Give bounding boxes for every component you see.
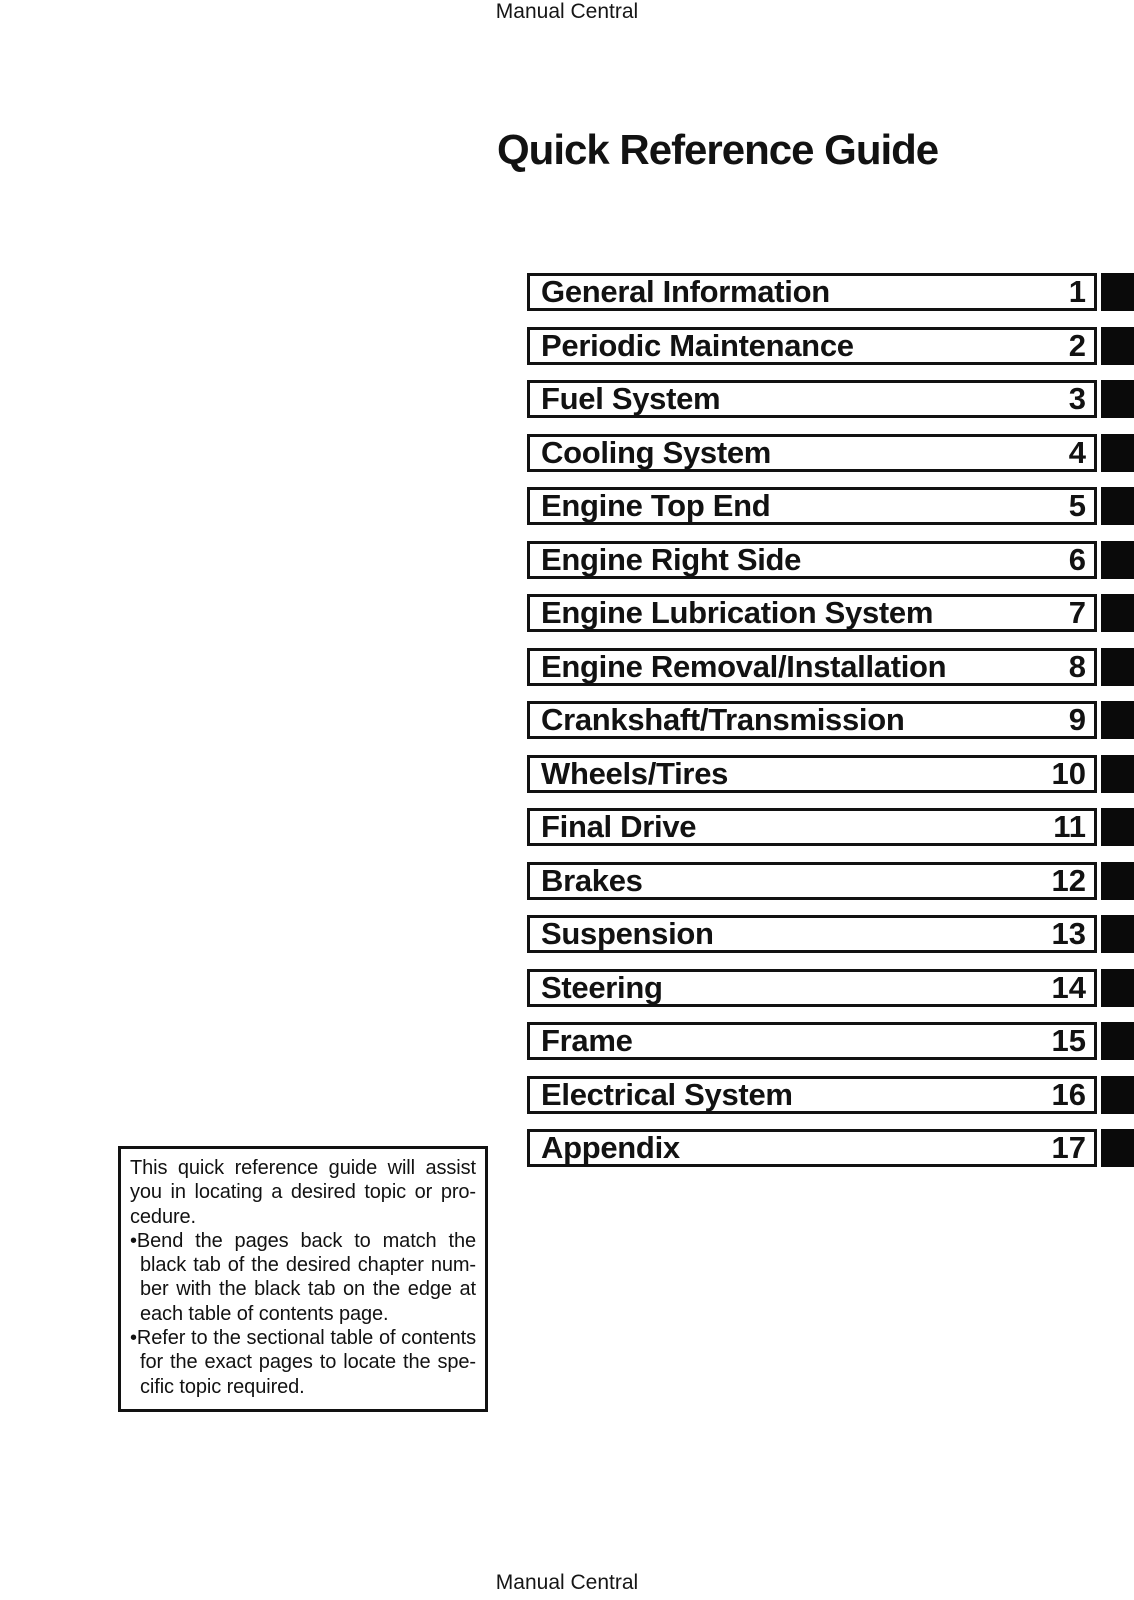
chapter-label: Frame [541, 1023, 633, 1058]
chapter-row [527, 1022, 1134, 1060]
chapter-box [527, 594, 1097, 632]
chapter-row [527, 648, 1134, 686]
chapter-box [527, 487, 1097, 525]
note-line: for the exact pages to locate the spe- [140, 1351, 476, 1374]
note-line: •Bend the pages back to match the [130, 1229, 476, 1252]
header-text: Manual Central [495, 0, 639, 23]
chapter-row [527, 915, 1134, 953]
chapter-label: Wheels/Tires [541, 755, 729, 791]
black-tab-marker [1101, 273, 1134, 311]
black-tab-marker [1101, 701, 1134, 739]
note-line: cific topic required. [140, 1375, 305, 1398]
chapter-label: Crankshaft/Transmission [541, 702, 905, 737]
note-line: black tab of the desired chapter num- [140, 1254, 476, 1277]
chapter-label: Periodic Maintenance [541, 327, 854, 363]
page-title: Quick Reference Guide [497, 126, 939, 173]
chapter-row [527, 327, 1134, 365]
chapter-box [527, 915, 1097, 953]
chapter-row [527, 1076, 1134, 1114]
black-tab-marker [1101, 915, 1134, 953]
chapter-number: 8 [1068, 648, 1086, 684]
note-box [118, 1146, 488, 1412]
black-tab-marker [1101, 594, 1134, 632]
chapter-box [527, 648, 1097, 686]
chapter-number: 7 [1068, 595, 1086, 630]
chapter-box [527, 1022, 1097, 1060]
black-tab-marker [1101, 327, 1134, 365]
chapter-row [527, 1129, 1134, 1167]
chapter-number: 3 [1068, 381, 1086, 416]
chapter-number: 10 [1051, 755, 1086, 791]
chapter-number: 12 [1051, 862, 1086, 898]
chapter-row [527, 594, 1134, 632]
chapter-box [527, 541, 1097, 579]
black-tab-marker [1101, 648, 1134, 686]
black-tab-marker [1101, 541, 1134, 579]
black-tab-marker [1101, 862, 1134, 900]
chapter-box [527, 969, 1097, 1007]
note-line: ber with the black tab on the edge at [140, 1278, 476, 1301]
black-tab-marker [1101, 380, 1134, 418]
chapter-row [527, 755, 1134, 793]
black-tab-marker [1101, 1022, 1134, 1060]
chapter-label: Brakes [541, 862, 643, 898]
chapter-label: Appendix [541, 1130, 680, 1165]
chapter-box [527, 701, 1097, 739]
chapter-box [527, 1076, 1097, 1114]
chapter-number: 4 [1068, 434, 1086, 470]
chapter-row [527, 487, 1134, 525]
chapter-label: General Information [541, 274, 830, 309]
chapter-box [527, 327, 1097, 365]
chapter-number: 5 [1068, 488, 1086, 523]
chapter-box [527, 1129, 1097, 1167]
chapter-row [527, 273, 1134, 311]
chapter-label: Steering [541, 969, 663, 1005]
chapter-box [527, 808, 1097, 846]
black-tab-marker [1101, 1076, 1134, 1114]
chapter-label: Suspension [541, 916, 714, 951]
chapter-list [527, 273, 1134, 1167]
note-line: cedure. [130, 1205, 197, 1228]
chapter-number: 15 [1051, 1023, 1086, 1058]
chapter-row [527, 969, 1134, 1007]
chapter-number: 13 [1051, 916, 1086, 951]
chapter-row [527, 434, 1134, 472]
chapter-label: Fuel System [541, 381, 721, 416]
chapter-box [527, 273, 1097, 311]
black-tab-marker [1101, 434, 1134, 472]
chapter-row [527, 808, 1134, 846]
black-tab-marker [1101, 1129, 1134, 1167]
black-tab-marker [1101, 755, 1134, 793]
chapter-box [527, 862, 1097, 900]
chapter-label: Cooling System [541, 434, 772, 470]
chapter-row [527, 380, 1134, 418]
chapter-number: 17 [1051, 1130, 1086, 1165]
note-line: each table of contents page. [140, 1302, 389, 1325]
black-tab-marker [1101, 487, 1134, 525]
chapter-number: 2 [1068, 327, 1086, 363]
chapter-number: 1 [1068, 274, 1086, 309]
chapter-box [527, 434, 1097, 472]
black-tab-marker [1101, 808, 1134, 846]
note-line: This quick reference guide will assist [130, 1157, 476, 1179]
chapter-label: Electrical System [541, 1076, 793, 1112]
chapter-number: 16 [1051, 1076, 1086, 1112]
chapter-box [527, 380, 1097, 418]
black-tab-marker [1101, 969, 1134, 1007]
chapter-row [527, 862, 1134, 900]
chapter-number: 11 [1053, 809, 1086, 844]
chapter-label: Engine Right Side [541, 541, 802, 577]
chapter-label: Engine Top End [541, 488, 771, 523]
note-line: you in locating a desired topic or pro- [130, 1181, 476, 1204]
chapter-label: Final Drive [541, 809, 697, 844]
chapter-label: Engine Removal/Installation [541, 648, 947, 684]
chapter-row [527, 701, 1134, 739]
chapter-number: 6 [1068, 541, 1086, 577]
chapter-number: 14 [1051, 969, 1086, 1005]
chapter-label: Engine Lubrication System [541, 595, 934, 630]
note-line: •Refer to the sectional table of contents [130, 1327, 476, 1350]
footer-text: Manual Central [495, 1571, 639, 1594]
chapter-number: 9 [1068, 702, 1086, 737]
chapter-row [527, 541, 1134, 579]
chapter-box [527, 755, 1097, 793]
